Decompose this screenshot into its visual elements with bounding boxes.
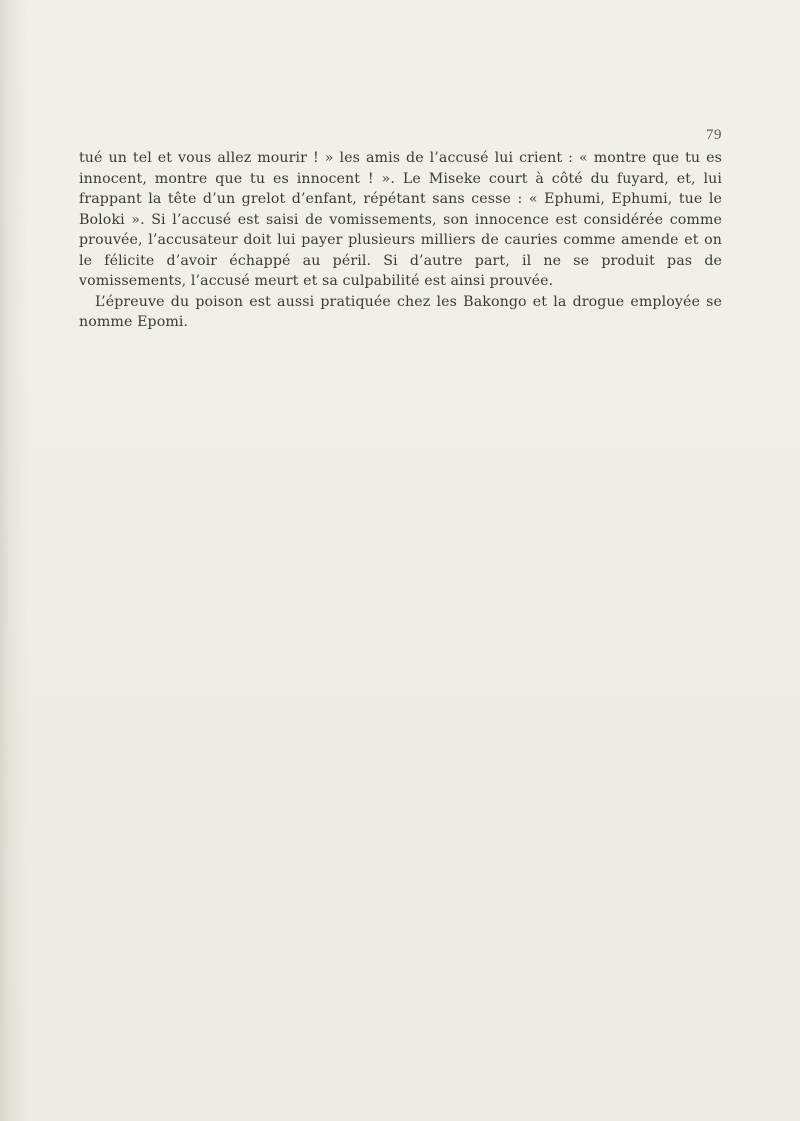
paragraph-1: tué un tel et vous allez mourir ! » les amis de l’accusé lui crient : « montre que tu es innocent, montre que tu es innocent ! ». Le Miseke court à côté du fuyard, et, lui frappant la tête d’un grelot d’enfant, répétant sans cesse : « Ephumi, Ephumi, tue le Boloki ». Si l’accusé est saisi de vomissements, son innocence est considérée comme prouvée, l’accusateur doit lui payer plusieurs milliers de cauries comme amende et on le félicite d’avoir échappé au péril. Si d’autre part, il ne se produit pas de vomissements, l’accusé meurt et sa culpabilité est ainsi prouvée. [79,150,722,289]
page-number: 79 [706,127,722,143]
paragraph-2: L’épreuve du poison est aussi pratiquée chez les Bakongo et la drogue employée se nomme Epomi. [79,293,722,330]
body-text [79,148,722,333]
